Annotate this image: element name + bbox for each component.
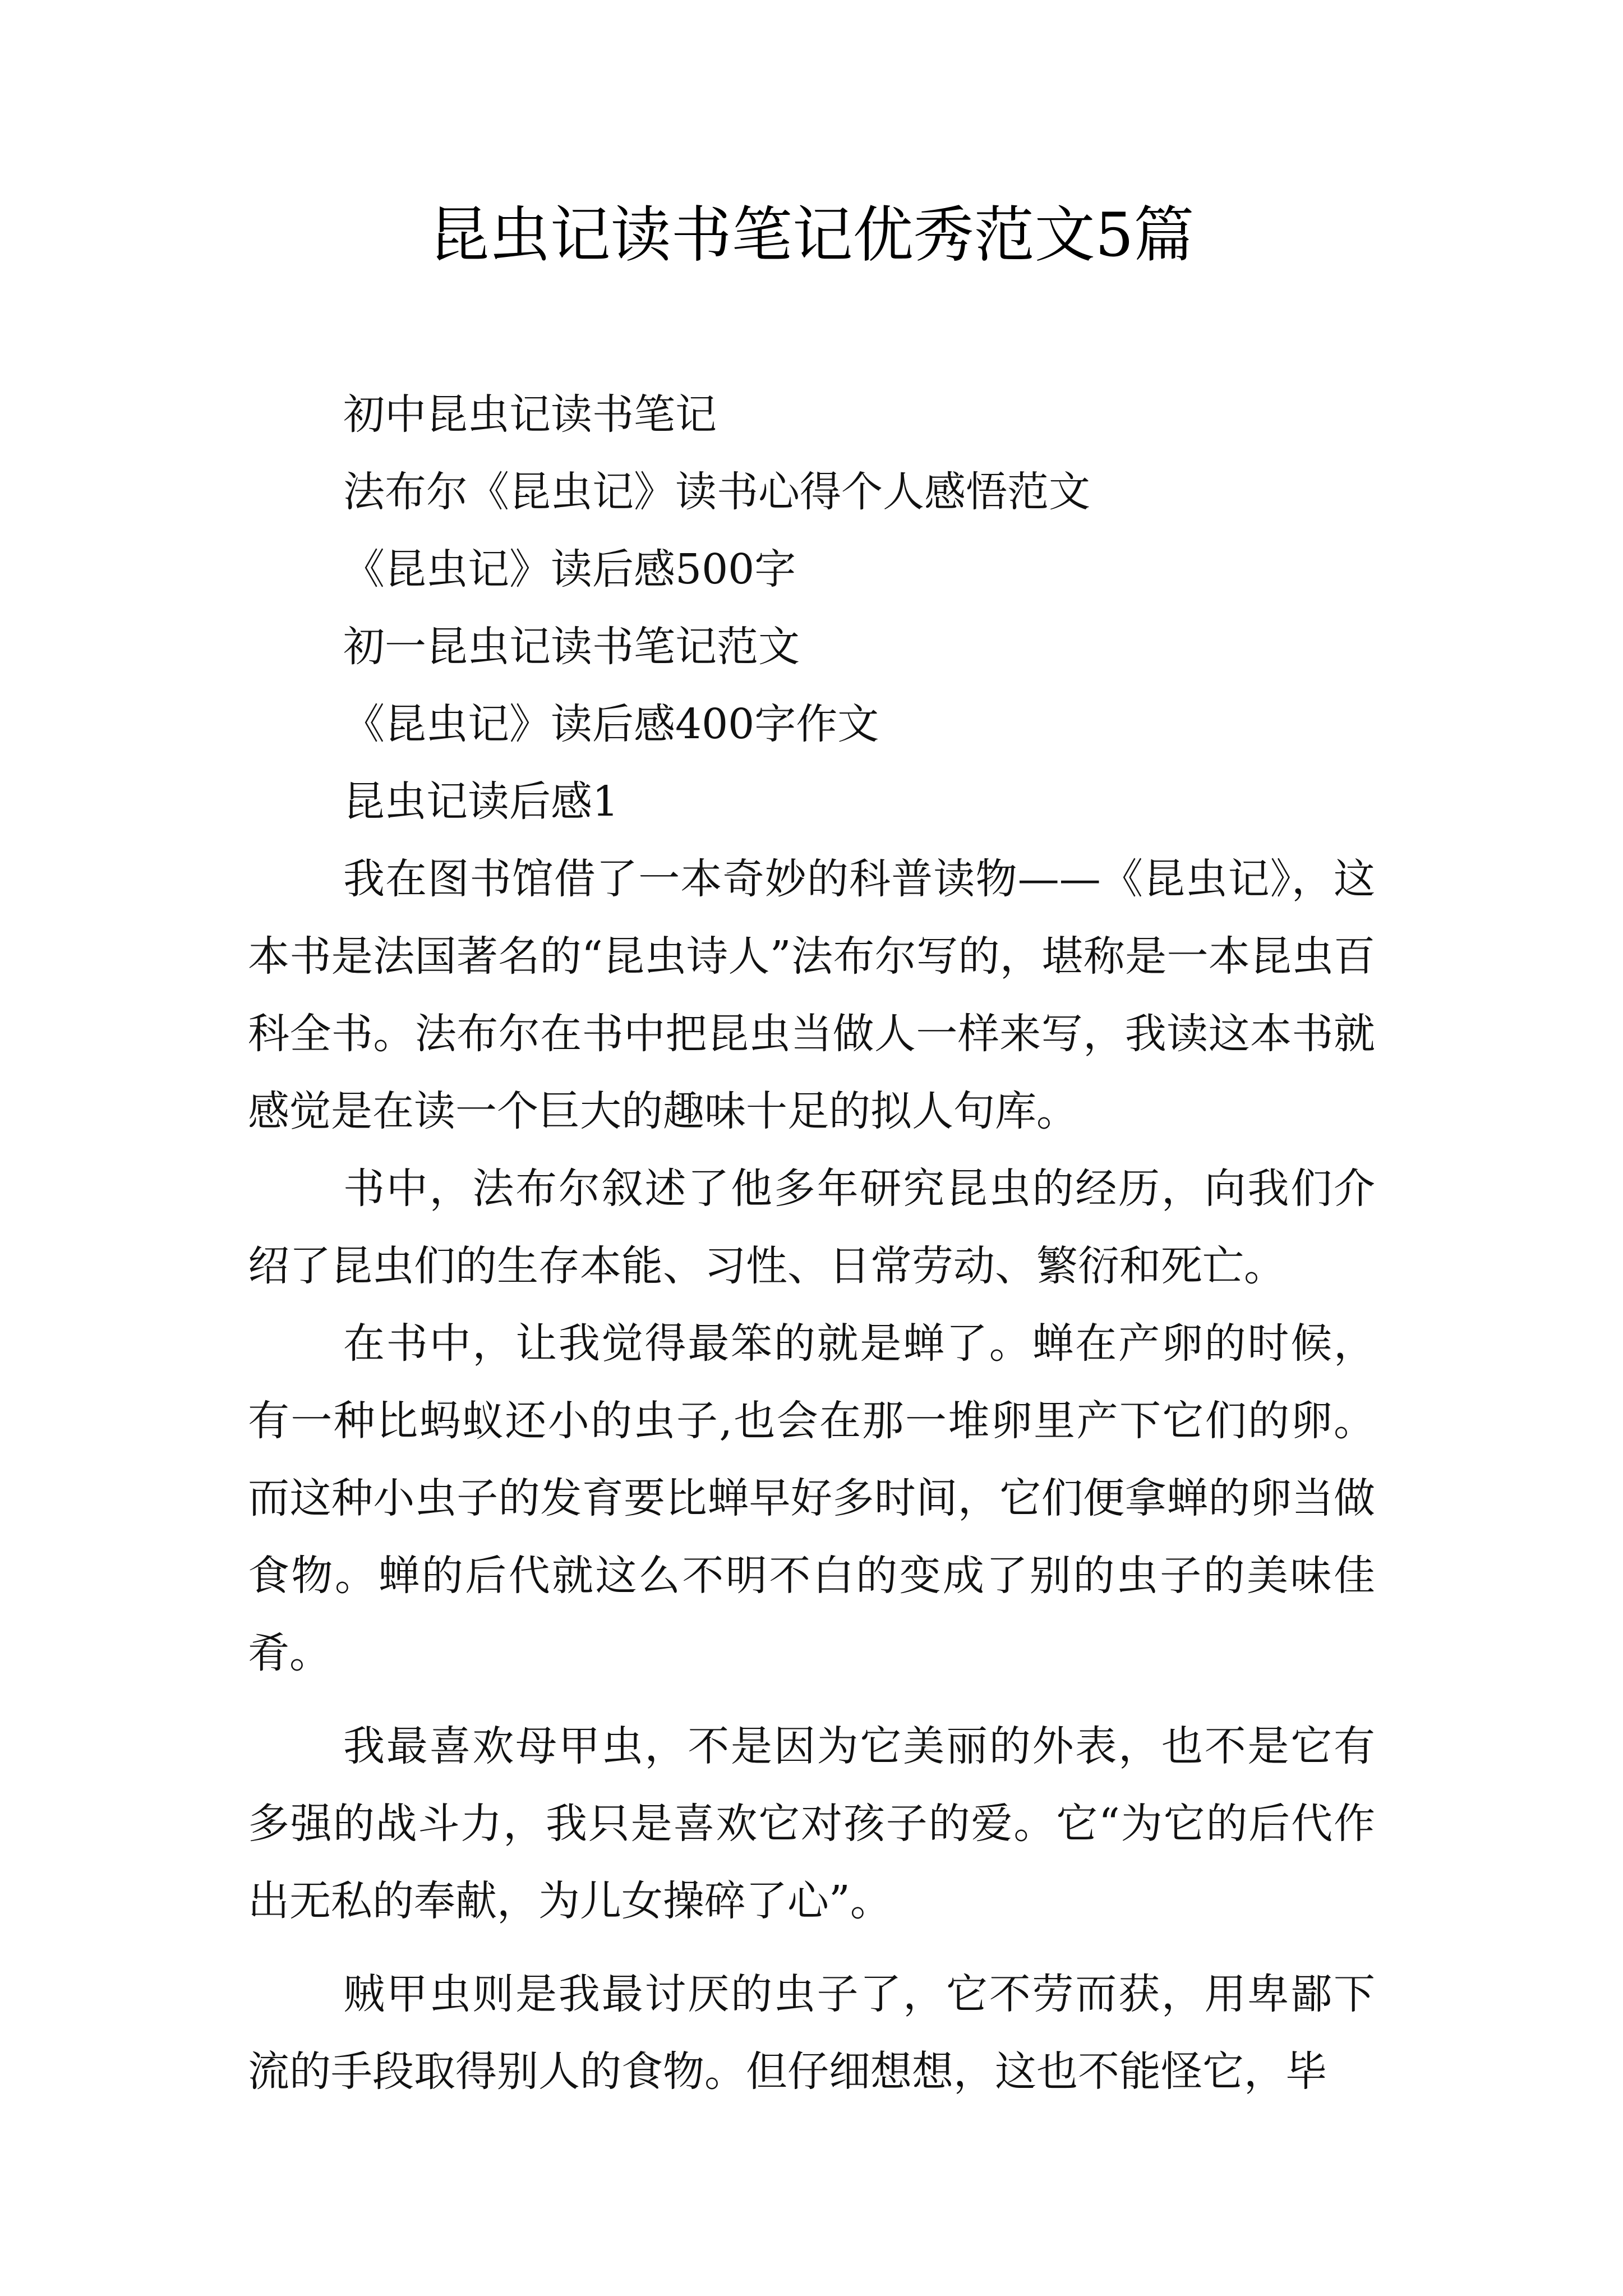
toc-item-2: 法布尔《昆虫记》读书心得个人感悟范文 bbox=[343, 468, 1090, 516]
paragraph-4: 我最喜欢母甲虫，不是因为它美丽的外表，也不是它有多强的战斗力，我只是喜欢它对孩子的爱。它“为它的后代作出无私的奉献，为儿女操碎了心”。 bbox=[248, 1722, 1375, 1925]
paragraph-3: 在书中，让我觉得最笨的就是蝉了。蝉在产卵的时候，有一种比蚂蚁还小的虫子,也会在那一堆卵里产下它们的卵。而这种小虫子的发育要比蝉早好多时间，它们便拿蝉的卵当做食物。蝉的后代就这么不明不白的变成了别的虫子的美味佳肴。 bbox=[248, 1319, 1375, 1677]
section-heading: 昆虫记读后感1 bbox=[343, 777, 619, 826]
toc-item-1: 初中昆虫记读书笔记 bbox=[343, 390, 717, 439]
toc-item-4: 初一昆虫记读书笔记范文 bbox=[343, 623, 800, 671]
toc-item-5: 《昆虫记》读后感400字作文 bbox=[343, 700, 879, 748]
document-title: 昆虫记读书笔记优秀范文5篇 bbox=[428, 200, 1195, 270]
paragraph-5: 贼甲虫则是我最讨厌的虫子了，它不劳而获，用卑鄙下流的手段取得别人的食物。但仔细想想，这也不能怪它，毕 bbox=[248, 1970, 1375, 2096]
paragraph-1: 我在图书馆借了一本奇妙的科普读物——《昆虫记》，这本书是法国著名的“昆虫诗人”法布尔写的，堪称是一本昆虫百科全书。法布尔在书中把昆虫当做人一样来写，我读这本书就感觉是在读一个巨大的趣味十足的拟人句库。 bbox=[248, 855, 1375, 1135]
toc-item-3: 《昆虫记》读后感500字 bbox=[343, 545, 796, 593]
paragraph-2: 书中，法布尔叙述了他多年研究昆虫的经历，向我们介绍了昆虫们的生存本能、习性、日常劳动、繁衍和死亡。 bbox=[248, 1165, 1375, 1290]
document-body bbox=[248, 376, 1375, 2110]
